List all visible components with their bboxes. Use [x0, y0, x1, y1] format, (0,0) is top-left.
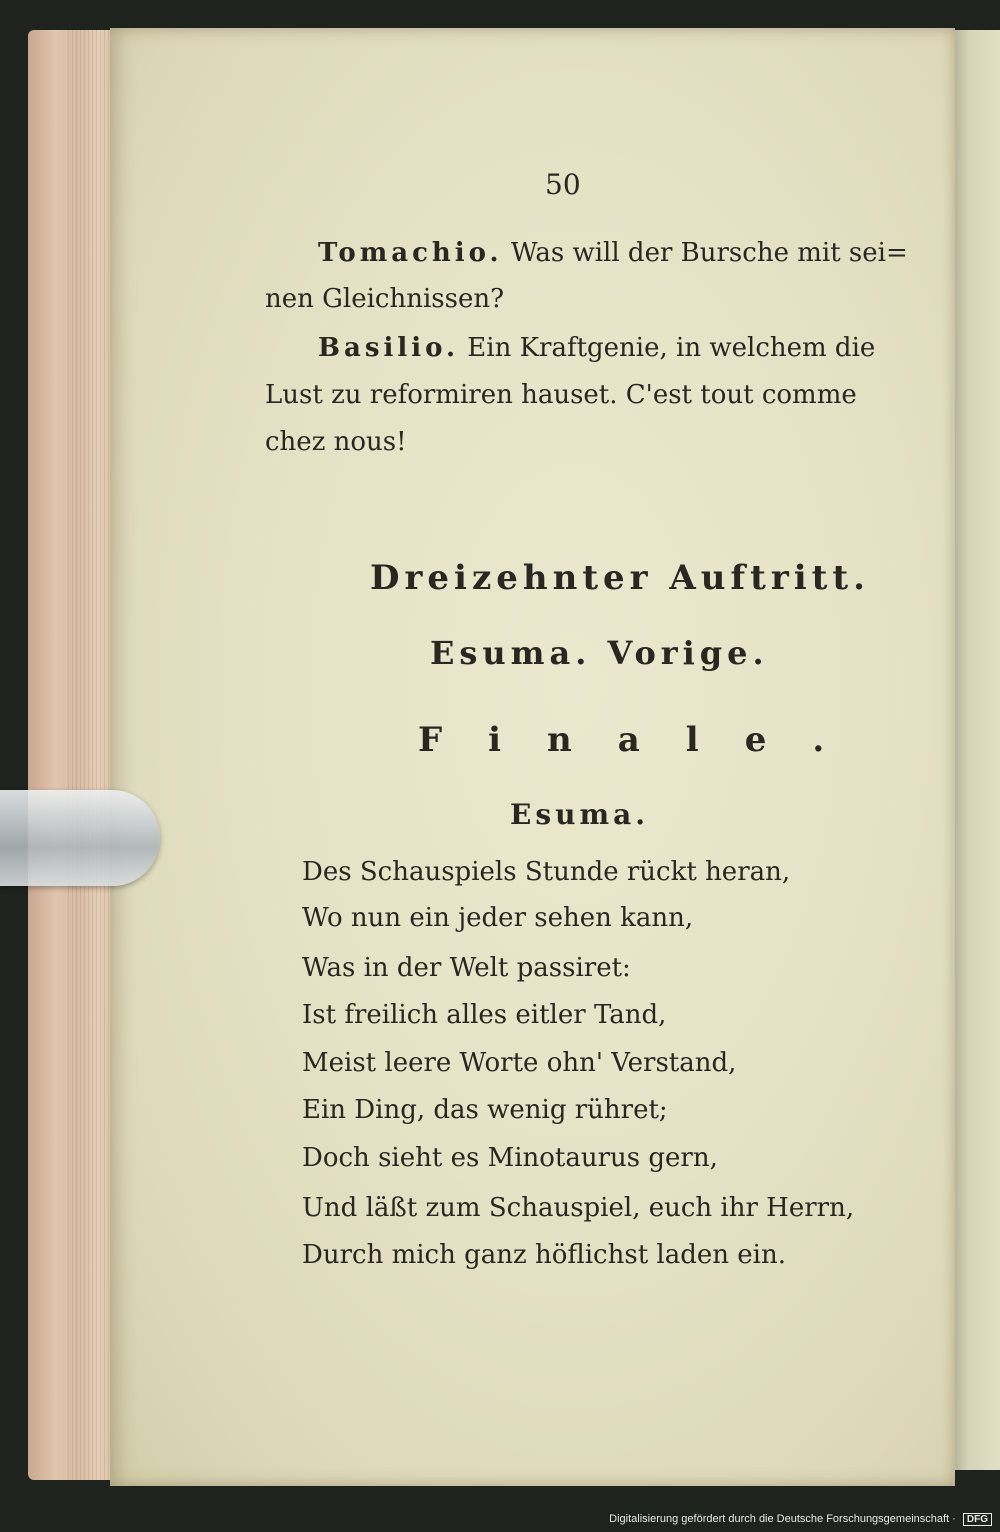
verse-line: Durch mich ganz höflichst laden ein. — [302, 1240, 786, 1270]
verse-line: Und läßt zum Schauspiel, euch ihr Herrn, — [302, 1193, 855, 1223]
facing-page-edge — [955, 30, 1000, 1470]
speaker-tomachio: Tomachio. — [318, 238, 503, 268]
verse-line: Des Schauspiels Stunde rückt heran, — [302, 857, 791, 887]
verse-line: Ist freilich alles eitler Tand, — [302, 1000, 667, 1030]
verse-line: Was in der Welt passiret: — [302, 953, 631, 983]
verse-line: Meist leere Worte ohn' Verstand, — [302, 1048, 737, 1078]
verse-line: Doch sieht es Minotaurus gern, — [302, 1143, 718, 1173]
dialogue-continuation: Lust zu reformiren hauset. C'est tout comme — [265, 380, 857, 410]
finale-heading: Finale. — [418, 720, 871, 760]
dialogue-text: Was will der Bursche mit sei= — [510, 238, 908, 268]
page-holder-clip — [0, 790, 160, 886]
song-speaker: Esuma. — [510, 798, 649, 831]
digitization-credit — [609, 1513, 992, 1526]
scene-characters: Esuma. Vorige. — [430, 634, 769, 672]
verse-line: Ein Ding, das wenig rühret; — [302, 1095, 668, 1125]
dfg-logo: DFG — [963, 1513, 992, 1526]
scene-heading: Dreizehnter Auftritt. — [370, 558, 870, 598]
dialogue-continuation: chez nous! — [265, 427, 407, 457]
dialogue-text: Ein Kraftgenie, in welchem die — [467, 333, 876, 363]
speaker-basilio: Basilio. — [318, 333, 460, 363]
page-number: 50 — [545, 168, 581, 201]
verse-line: Wo nun ein jeder sehen kann, — [302, 903, 694, 933]
credit-text: Digitalisierung gefördert durch die Deutsche Forschungsgemeinschaft · — [609, 1513, 956, 1525]
dialogue-line-basilio — [318, 333, 875, 363]
dialogue-continuation: nen Gleichnissen? — [265, 284, 505, 314]
dialogue-line-tomachio — [318, 238, 908, 268]
